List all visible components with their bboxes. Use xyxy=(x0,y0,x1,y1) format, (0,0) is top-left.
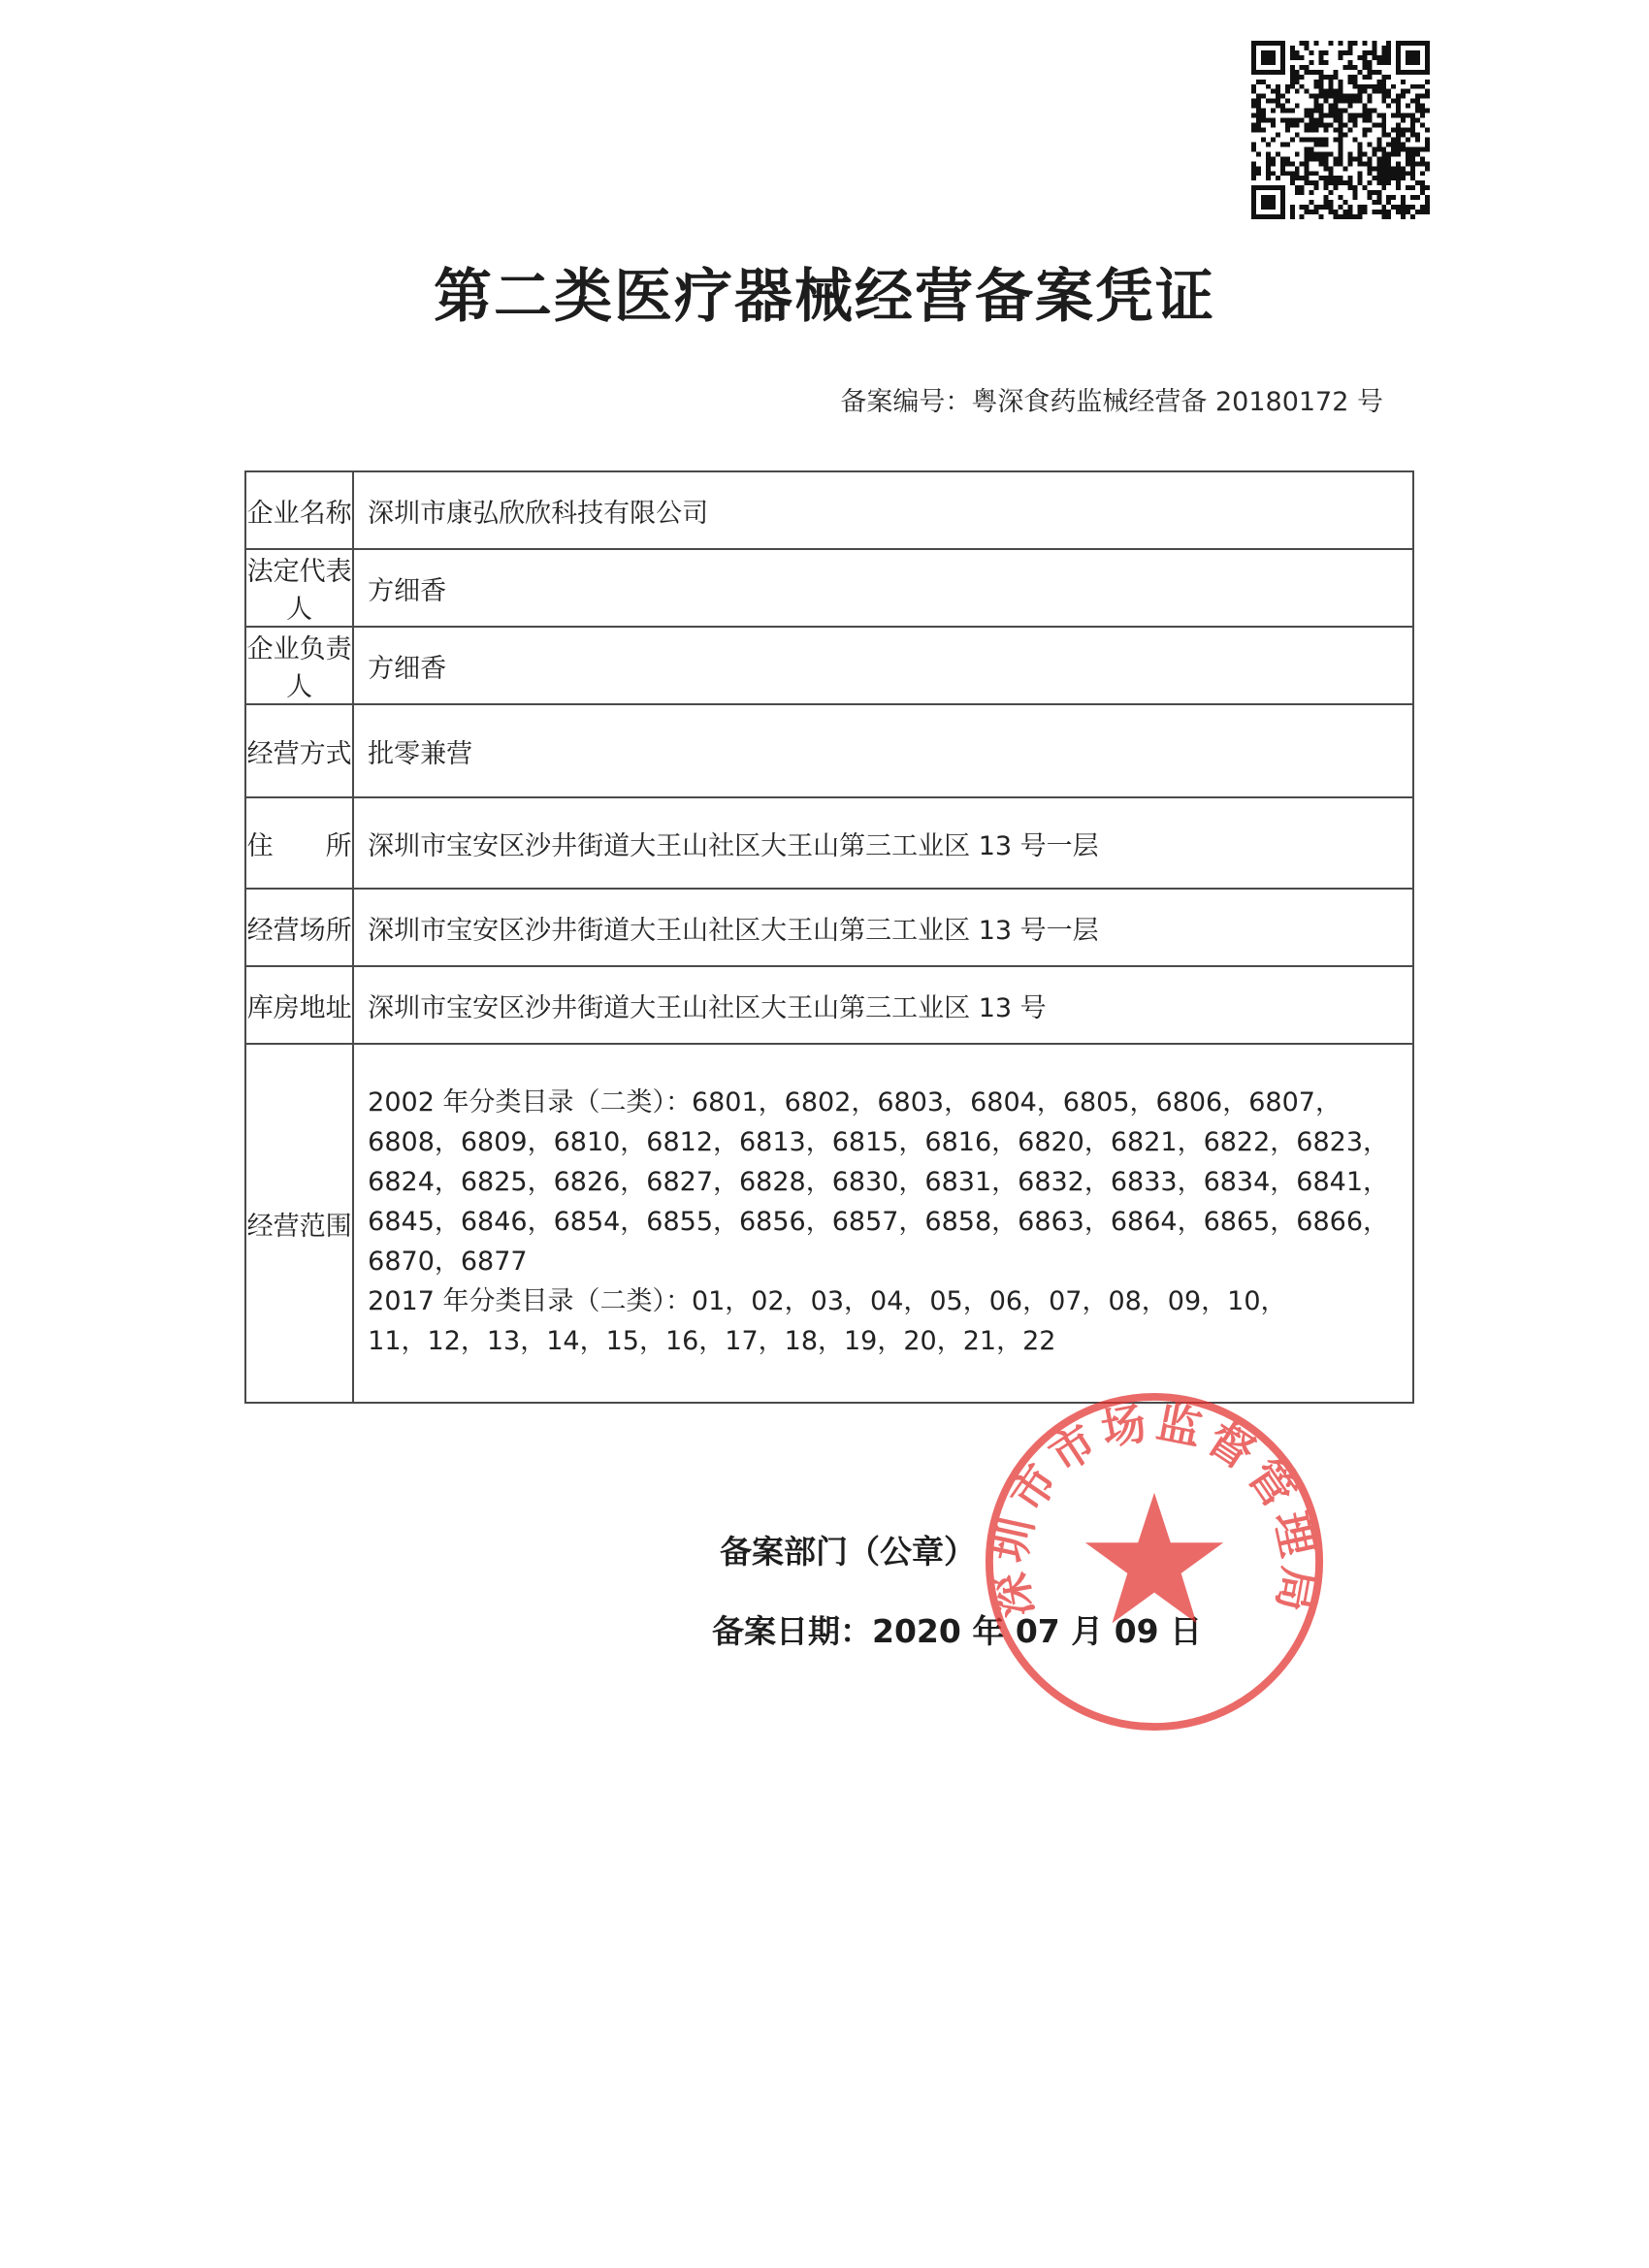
qr-code xyxy=(1251,41,1430,219)
page-title: 第二类医疗器械经营备案凭证 xyxy=(434,263,1215,331)
scope-line: 6870，6877 xyxy=(368,1246,528,1277)
row-value: 深圳市宝安区沙井街道大王山社区大王山第三工业区 13 号 xyxy=(353,966,1413,1044)
row-label: 经营场所 xyxy=(245,889,353,966)
table-row xyxy=(245,797,1413,889)
row-label: 企业名称 xyxy=(245,471,353,549)
row-value: 深圳市康弘欣欣科技有限公司 xyxy=(353,471,1413,549)
scope-line: 6845，6846，6854，6855，6856，6857，6858，6863，6864，6865，6866， xyxy=(368,1206,1389,1237)
table-row xyxy=(245,1044,1413,1403)
star-icon xyxy=(1085,1493,1223,1623)
info-table xyxy=(244,470,1414,1404)
scope-line: 11，12，13，14，15，16，17，18，19，20，21，22 xyxy=(368,1325,1056,1356)
row-label: 经营范围 xyxy=(245,1044,353,1403)
row-value: 深圳市宝安区沙井街道大王山社区大王山第三工业区 13 号一层 xyxy=(353,889,1413,966)
row-label: 经营方式 xyxy=(245,704,353,797)
row-label: 法定代表人 xyxy=(245,549,353,627)
table-row xyxy=(245,627,1413,704)
table-row xyxy=(245,889,1413,966)
scope-line: 2002 年分类目录（二类）：6801，6802，6803，6804，6805，6806，6807， xyxy=(368,1086,1342,1118)
row-value: 方细香 xyxy=(353,549,1413,627)
table-row xyxy=(245,704,1413,797)
row-label: 企业负责人 xyxy=(245,627,353,704)
filing-date: 备案日期：2020 年 07 月 09 日 xyxy=(712,1612,1203,1650)
seal-text: 深圳市市场监督管理局 xyxy=(982,1395,1327,1622)
row-label: 住 所 xyxy=(245,797,353,889)
business-scope xyxy=(353,1044,1413,1403)
record-number: 备案编号：粤深食药监械经营备 20180172 号 xyxy=(840,387,1383,417)
official-seal xyxy=(982,1389,1327,1734)
table-row xyxy=(245,549,1413,627)
row-value: 批零兼营 xyxy=(353,704,1413,797)
row-value: 方细香 xyxy=(353,627,1413,704)
row-value: 深圳市宝安区沙井街道大王山社区大王山第三工业区 13 号一层 xyxy=(353,797,1413,889)
scope-line: 6808，6809，6810，6812，6813，6815，6816，6820，6821，6822，6823， xyxy=(368,1126,1389,1157)
table-row xyxy=(245,966,1413,1044)
table-row xyxy=(245,471,1413,549)
scope-line: 2017 年分类目录（二类）：01，02，03，04，05，06，07，08，09，10， xyxy=(368,1285,1287,1316)
filing-department: 备案部门（公章） xyxy=(720,1533,976,1571)
scope-line: 6824，6825，6826，6827，6828，6830，6831，6832，6833，6834，6841， xyxy=(368,1166,1389,1197)
row-label: 库房地址 xyxy=(245,966,353,1044)
